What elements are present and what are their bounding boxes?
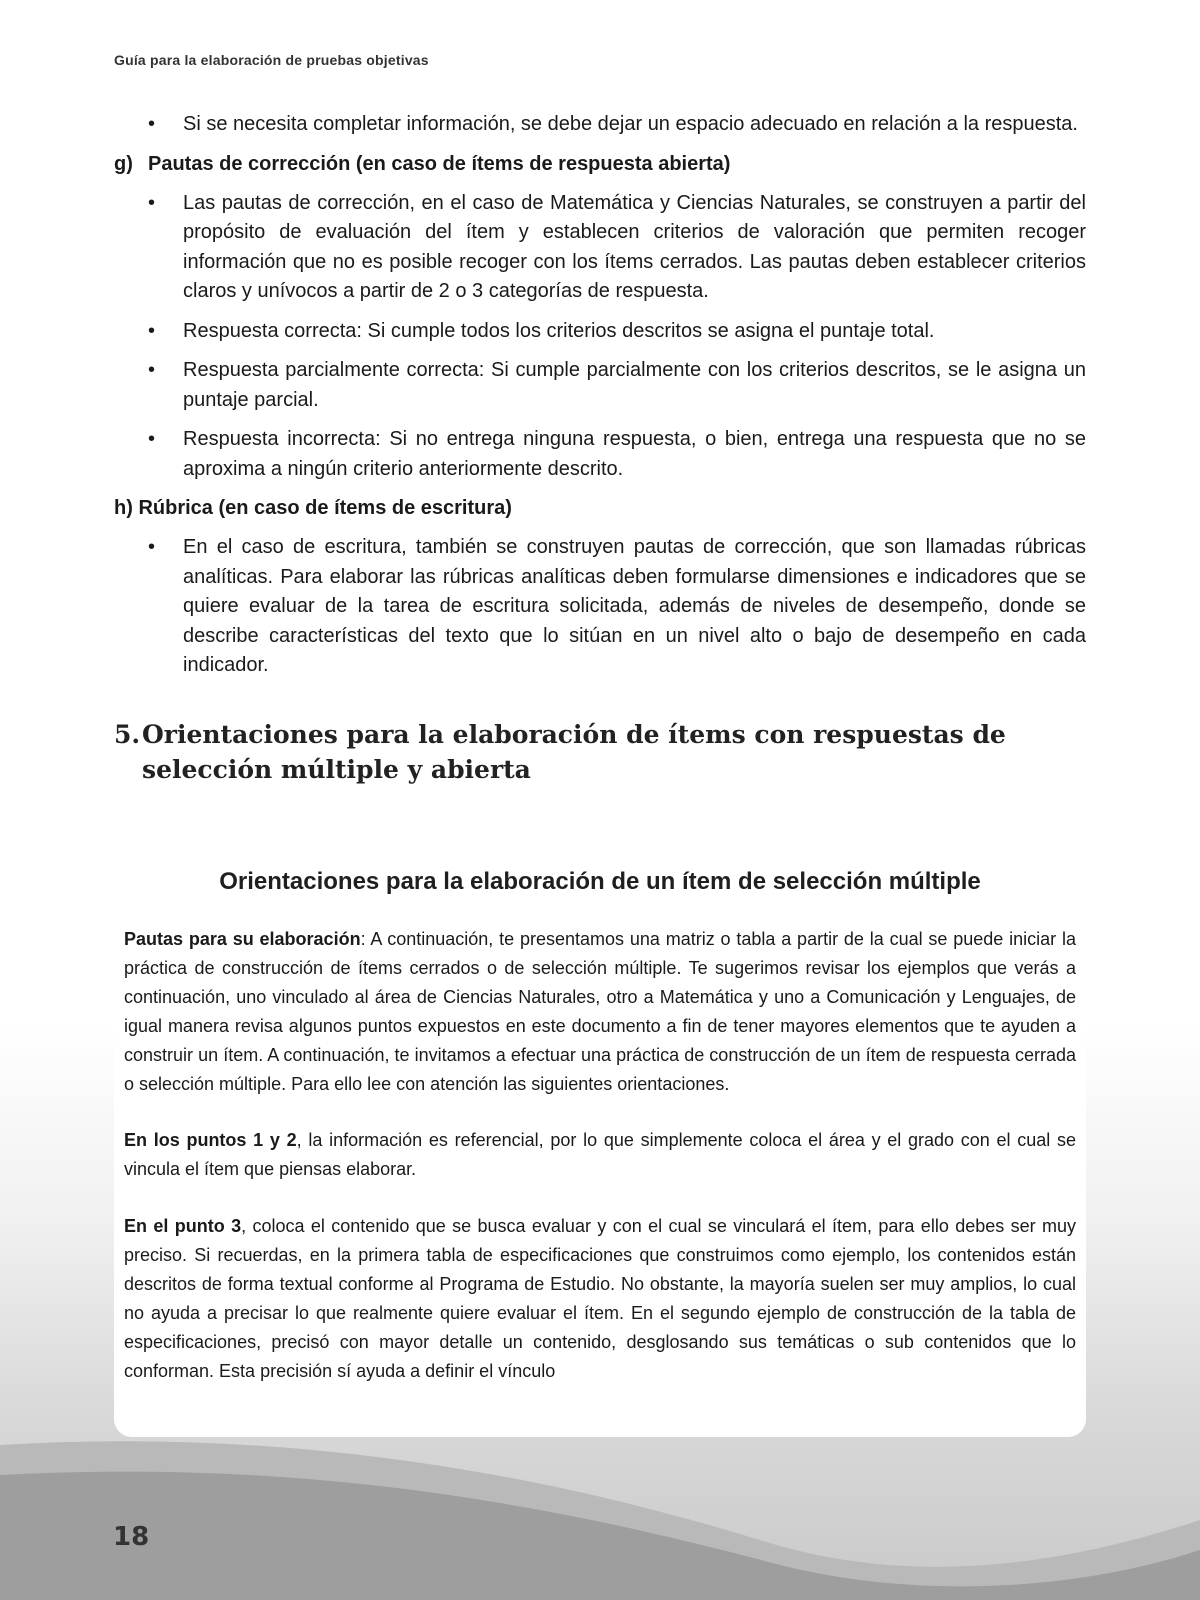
list-item <box>148 425 1086 484</box>
bullet-icon: • <box>148 536 156 558</box>
paragraph-lead: Pautas para su elaboración <box>124 929 361 949</box>
paragraph-text: , coloca el contenido que se busca evaluar y con el cual se vinculará el ítem, para ello debes ser muy preciso. Si recuerdas, en la primera tabla de especificaciones que construimos como ejemplo, los contenidos están descritos de forma textual conforme al Programa de Estudio. No obstante, la mayoría suelen ser muy amplios, lo cual no ayuda a precisar lo que realmente quiere evaluar el ítem. En el segundo ejemplo de construcción de la tabla de especificaciones, precisó con mayor detalle un contenido, desglosando sus temáticas o sub contenidos que lo conforman. Esta precisión sí ayuda a definir el vínculo <box>124 1216 1076 1381</box>
paragraph-text: , la información es referencial, por lo que simplemente coloca el área y el grado con el cual se vincula el ítem que piensas elaborar. <box>124 1130 1077 1180</box>
paragraph-lead: En el punto 3 <box>124 1216 242 1237</box>
paragraph-lead: En los puntos 1 y 2 <box>124 1130 297 1151</box>
list-item-text: Respuesta correcta: Si cumple todos los criterios descritos se asigna el puntaje total. <box>183 319 935 342</box>
section-5-number: 5. <box>114 719 141 749</box>
list-item <box>148 110 1086 140</box>
section-h-marker: h) <box>114 497 133 519</box>
list-item-text: Respuesta incorrecta: Si no entrega ninguna respuesta, o bien, entrega una respuesta que no se aproxima a ningún criterio anteriormente descrito. <box>183 428 1086 480</box>
section-g-title: Pautas de corrección (en caso de ítems de respuesta abierta) <box>148 152 731 175</box>
bullet-icon: • <box>148 359 156 381</box>
box-paragraph <box>124 1126 1076 1184</box>
paragraph-text: : A continuación, te presentamos una matriz o tabla a partir de la cual se puede iniciar la práctica de construcción de ítems cerrados o de selección múltiple. Te sugerimos revisar los ejemplos que verás a continuación, uno vinculado al área de Ciencias Naturales, otro a Matemática y uno a Comunicación y Lenguajes, de igual manera revisa algunos puntos expuestos en este documento a fin de tener mayores elementos que te ayuden a construir un ítem. A continuación, te invitamos a efectuar una práctica de construcción de un ítem de respuesta cerrada o selección múltiple. Para ello lee con atención las siguientes orientaciones. <box>124 929 1076 1094</box>
bullet-icon: • <box>148 319 156 342</box>
intro-bullet-list <box>114 110 1086 140</box>
section-h-title: Rúbrica (en caso de ítems de escritura) <box>138 497 512 519</box>
section-h-heading <box>114 494 1086 523</box>
bullet-icon: • <box>148 428 156 450</box>
list-item-text: En el caso de escritura, también se construyen pautas de corrección, que son llamadas rúbricas analíticas. Para elaborar las rúbricas analíticas deben formularse dimensiones e indicadores que se quiere evaluar de la tarea de escritura solicitada, además de niveles de desempeño, donde se describe características del texto que lo sitúan en un nivel alto o bajo de desempeño en cada indicador. <box>183 536 1086 676</box>
section-h-bullet-list <box>114 533 1086 681</box>
list-item-text: Las pautas de corrección, en el caso de Matemática y Ciencias Naturales, se construyen a partir del propósito de evaluación del ítem y establecen criterios de valoración que permiten recoger información que no es posible recoger con los ítems cerrados. Las pautas deben establecer criterios claros y unívocos a partir de 2 o 3 categorías de respuesta. <box>183 191 1086 302</box>
section-g-marker: g) <box>114 152 133 175</box>
running-header: Guía para la elaboración de pruebas objetivas <box>114 52 429 68</box>
section-5-title <box>114 717 1086 787</box>
main-content <box>114 110 1086 787</box>
list-item <box>148 189 1086 307</box>
section-g-bullet-list <box>114 189 1086 485</box>
box-paragraph <box>124 925 1076 1098</box>
box-title: Orientaciones para la elaboración de un ítem de selección múltiple <box>219 868 981 895</box>
bullet-icon: • <box>148 191 156 214</box>
page-number: 18 <box>113 1522 150 1552</box>
section-5-title-text: Orientaciones para la elaboración de ítems con respuestas de selección múltiple y abierta <box>142 719 1006 784</box>
list-item-text: Respuesta parcialmente correcta: Si cumple parcialmente con los criterios descritos, se le asigna un puntaje parcial. <box>183 359 1086 411</box>
list-item <box>148 317 1086 347</box>
section-g-heading <box>114 150 1086 179</box>
box-paragraph <box>124 1212 1076 1385</box>
bullet-icon: • <box>148 113 156 135</box>
list-item <box>148 356 1086 415</box>
list-item <box>148 533 1086 681</box>
guidelines-box <box>114 845 1086 1437</box>
list-item-text: Si se necesita completar información, se debe dejar un espacio adecuado en relación a la respuesta. <box>183 113 1078 135</box>
